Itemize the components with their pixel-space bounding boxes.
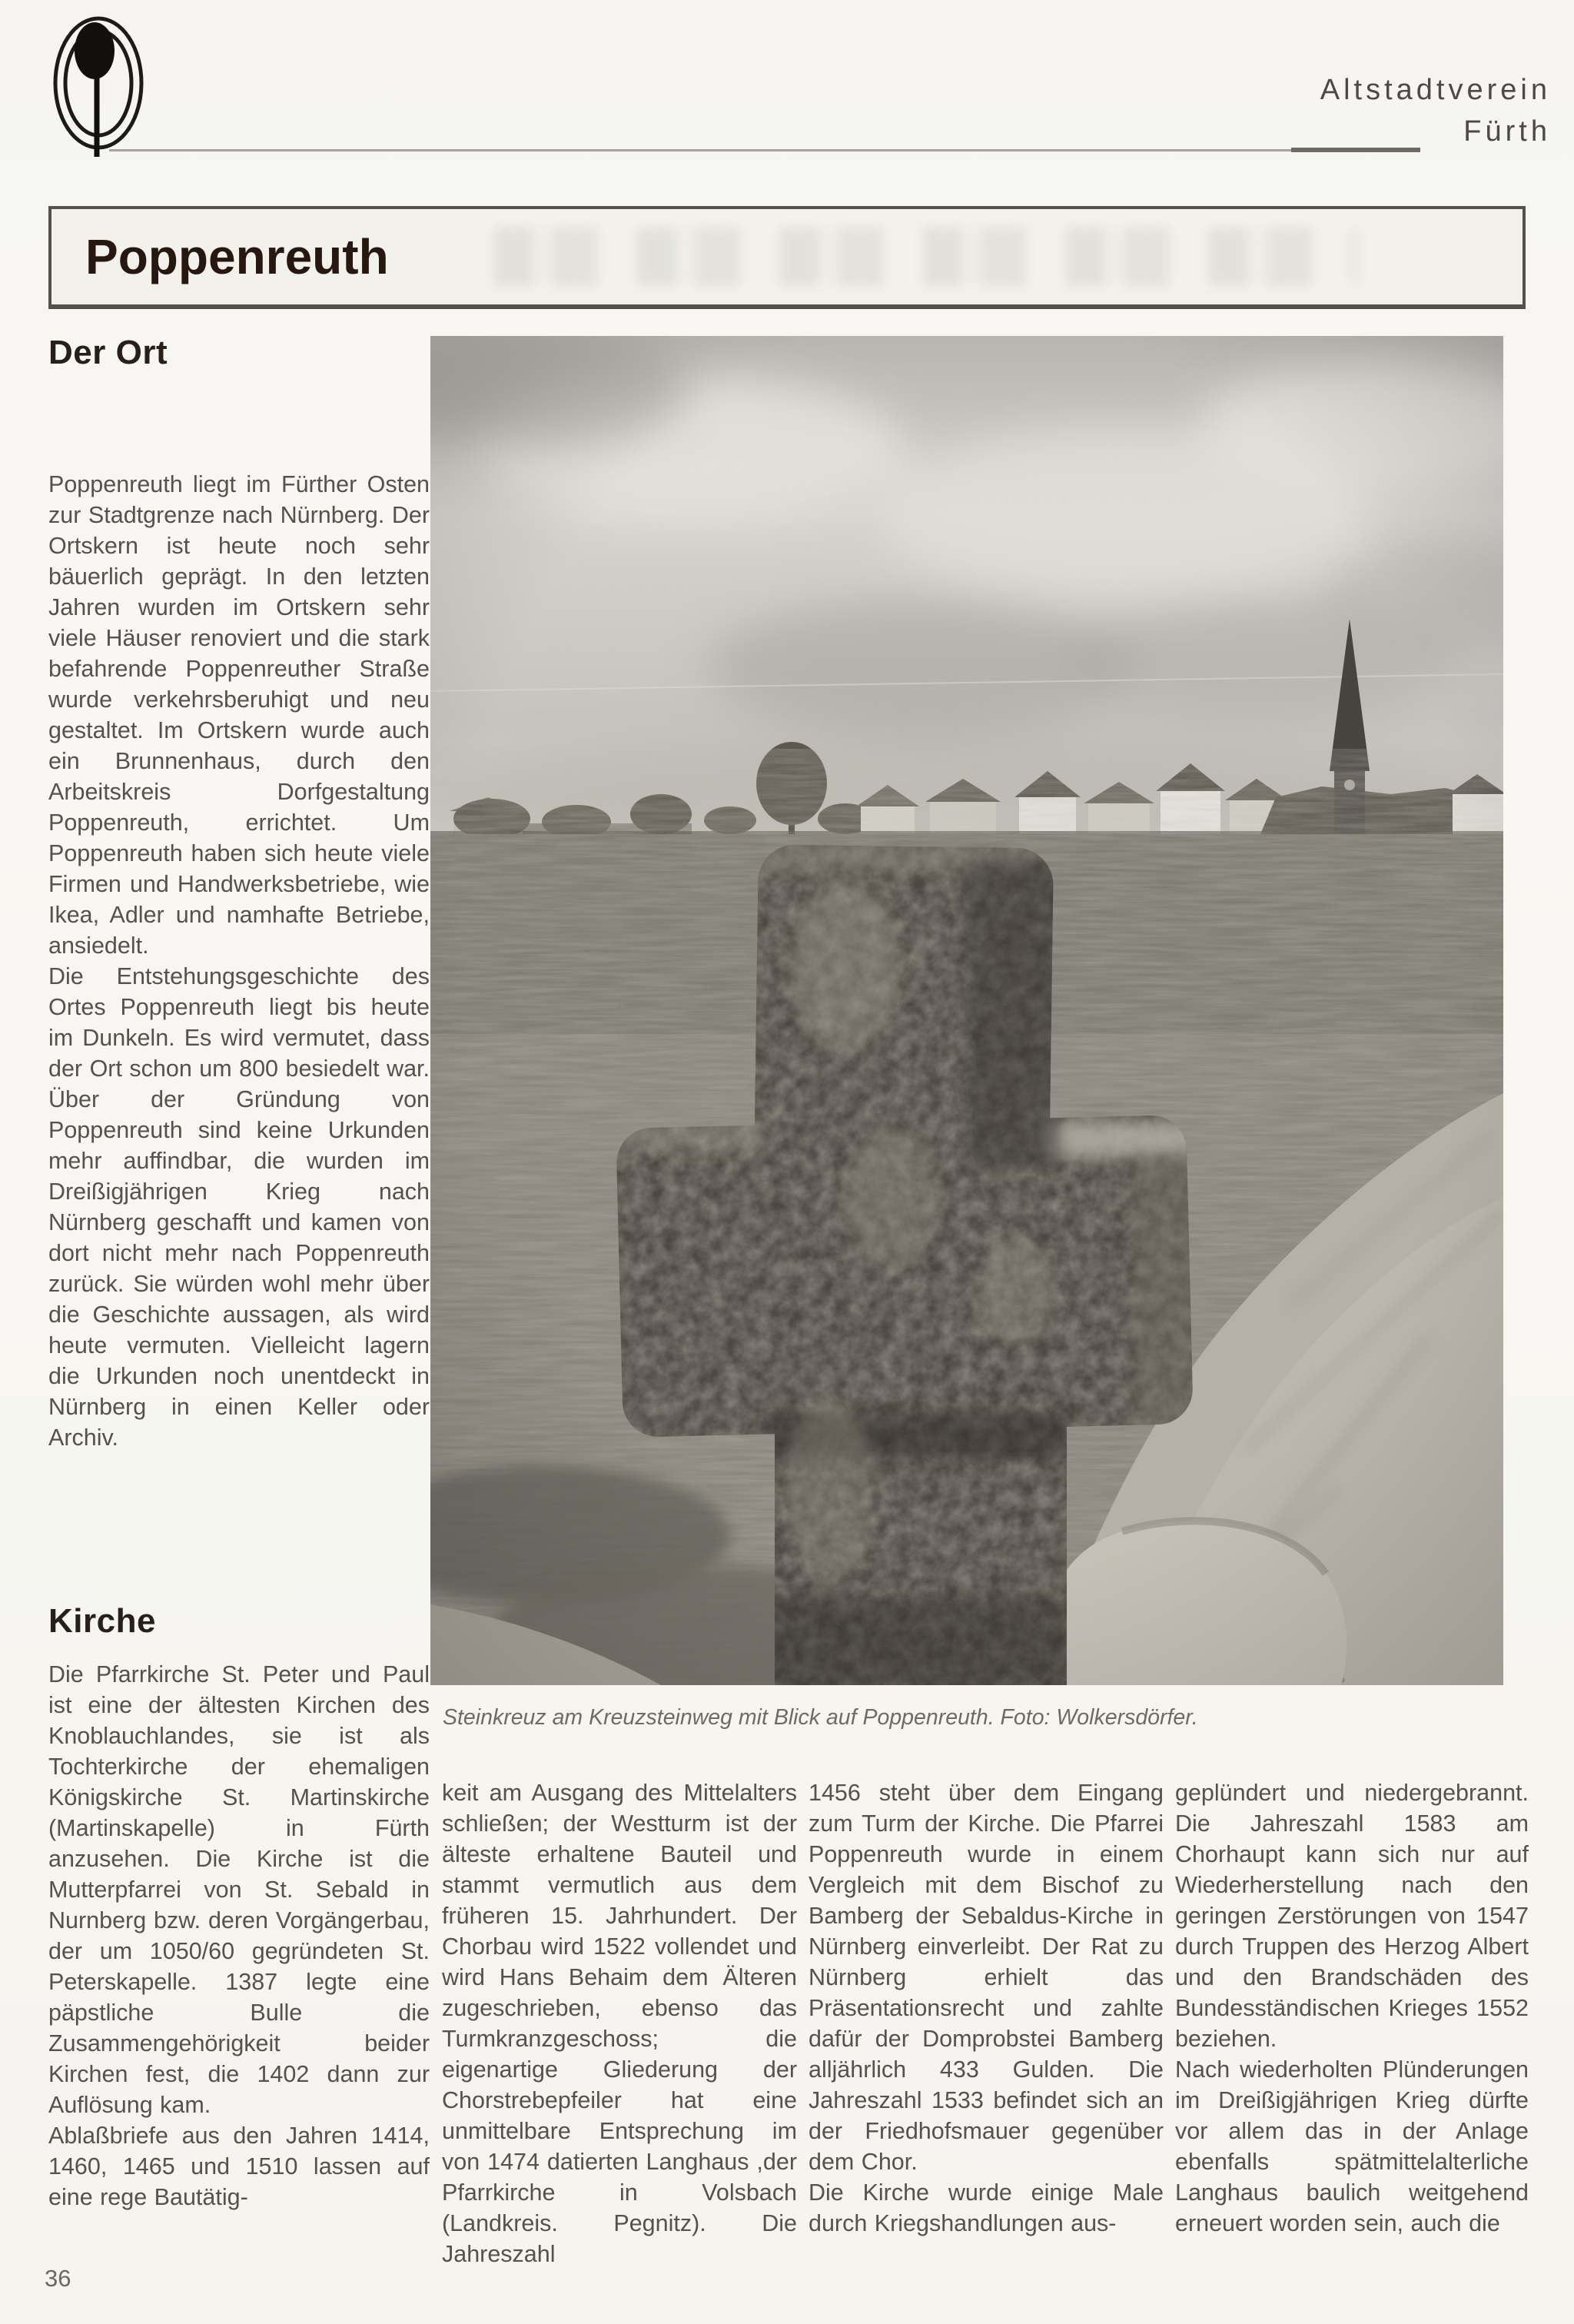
text-column-2 bbox=[442, 1777, 797, 2269]
altstadtverein-logo-icon bbox=[49, 11, 151, 158]
paragraph: Poppenreuth liegt im Fürther Osten zur Stadtgrenze nach Nürnberg. Der Ortskern ist heute noch sehr bäuerlich geprägt. In den letzten Jahren wurden im Ortskern sehr viele Häuser renoviert und die stark befahrende Poppenreuther Straße wurde verkehrsberuhigt und neu gestaltet. Im Ortskern wurde auch ein Brunnenhaus, durch den Arbeitskreis Dorfgestaltung Poppenreuth, errichtet. Um Poppenreuth haben sich heute viele Firmen und Handwerksbetriebe, wie Ikea, Adler und namhafte Betriebe, ansiedelt. bbox=[48, 471, 430, 959]
section-heading-kirche: Kirche bbox=[48, 1602, 156, 1640]
paragraph: Die Kirche wurde einige Male durch Kriegshandlungen aus- bbox=[809, 2179, 1164, 2236]
der-ort-text-column bbox=[48, 469, 430, 1453]
photo-vignette bbox=[430, 336, 1503, 1685]
steinkreuz-photo bbox=[430, 336, 1503, 1685]
paragraph: Die Entstehungsgeschichte des Ortes Poppenreuth liegt bis heute im Dunkeln. Es wird vermutet, dass der Ort schon um 800 besiedelt war. Über der Gründung von Poppenreuth sind keine Urkunden mehr auffindbar, die wurden im Dreißigjährigen Krieg nach Nürnberg geschafft und kamen von dort nicht mehr nach Poppenreuth zurück. Sie würden wohl mehr über die Geschichte aussagen, als wird heute vermuten. Vielleicht lagern die Urkunden noch unentdeckt in Nürnberg in einen Keller oder Archiv. bbox=[48, 963, 430, 1451]
section-heading-der-ort: Der Ort bbox=[48, 334, 168, 371]
header-rule-dark-segment bbox=[1291, 148, 1420, 152]
kirche-text-column bbox=[48, 1659, 430, 2213]
title-box bbox=[48, 206, 1526, 309]
paragraph: Ablaßbriefe aus den Jahren 1414, 1460, 1465 und 1510 lassen auf eine rege Bautätig- bbox=[48, 2123, 430, 2210]
paragraph: geplündert und niedergebrannt. Die Jahreszahl 1583 am Chorhaupt kann sich nur auf Wiederherstellung nach den geringen Zerstörungen von 1547 durch Truppen des Herzog Albert und den Brandschäden des Bundesständischen Krieges 1552 beziehen. bbox=[1175, 1780, 1529, 2052]
photo-caption: Steinkreuz am Kreuzsteinweg mit Blick auf Poppenreuth. Foto: Wolkersdörfer. bbox=[443, 1705, 1198, 1730]
page-title: Poppenreuth bbox=[85, 229, 389, 284]
paragraph: keit am Ausgang des Mittelalters schließen; der Westturm ist der älteste erhaltene Bauteil und stammt vermutlich aus dem früheren 15. Jahrhundert. Der Chorbau wird 1522 vollendet und wird Hans Behaim dem Älteren zugeschrieben, ebenso das Turmkranzgeschoss; die eigenartige Gliederung der Chorstrebepfeiler hat eine unmittelbare Entsprechung im von 1474 datierten Langhaus ,der Pfarrkirche in Volsbach (Landkreis. Pegnitz). Die Jahreszahl bbox=[442, 1780, 797, 2267]
show-through-ghost-text bbox=[482, 228, 1358, 286]
paragraph: Die Pfarrkirche St. Peter und Paul ist eine der ältesten Kirchen des Knoblauchlandes, sie ist als Tochterkirche der ehemaligen Königskirche St. Martinskirche (Martinskapelle) in Fürth anzusehen. Die Kirche ist die Mutterpfarrei von St. Sebald in Nurnberg bzw. deren Vorgängerbau, der um 1050/60 gegründeten St. Peterskapelle. 1387 legte eine päpstliche Bulle die Zusammengehörigkeit beider Kirchen fest, die 1402 dann zur Auflösung kam. bbox=[48, 1661, 430, 2118]
text-column-3 bbox=[809, 1777, 1164, 2239]
paragraph: Nach wiederholten Plünderungen im Dreißigjährigen Krieg dürfte vor allem das in der Anlage ebenfalls spätmittelalterliche Langhaus baulich weitgehend erneuert worden sein, auch die bbox=[1175, 2056, 1529, 2236]
page-number: 36 bbox=[45, 2265, 71, 2292]
text-column-4 bbox=[1175, 1777, 1529, 2239]
organization-name: Altstadtverein bbox=[1320, 74, 1551, 106]
organization-city: Fürth bbox=[1463, 115, 1551, 148]
paragraph: 1456 steht über dem Eingang zum Turm der Kirche. Die Pfarrei Poppenreuth wurde in einem Vergleich mit dem Bischof zu Bamberg der Sebaldus-Kirche in Nürnberg einverleibt. Der Rat zu Nürnberg erhielt das Präsentationsrecht und zahlte dafür der Domprobstei Bamberg alljährlich 433 Gulden. Die Jahreszahl 1533 befindet sich an der Friedhofsmauer gegenüber dem Chor. bbox=[809, 1780, 1164, 2175]
header-rule bbox=[109, 149, 1291, 151]
